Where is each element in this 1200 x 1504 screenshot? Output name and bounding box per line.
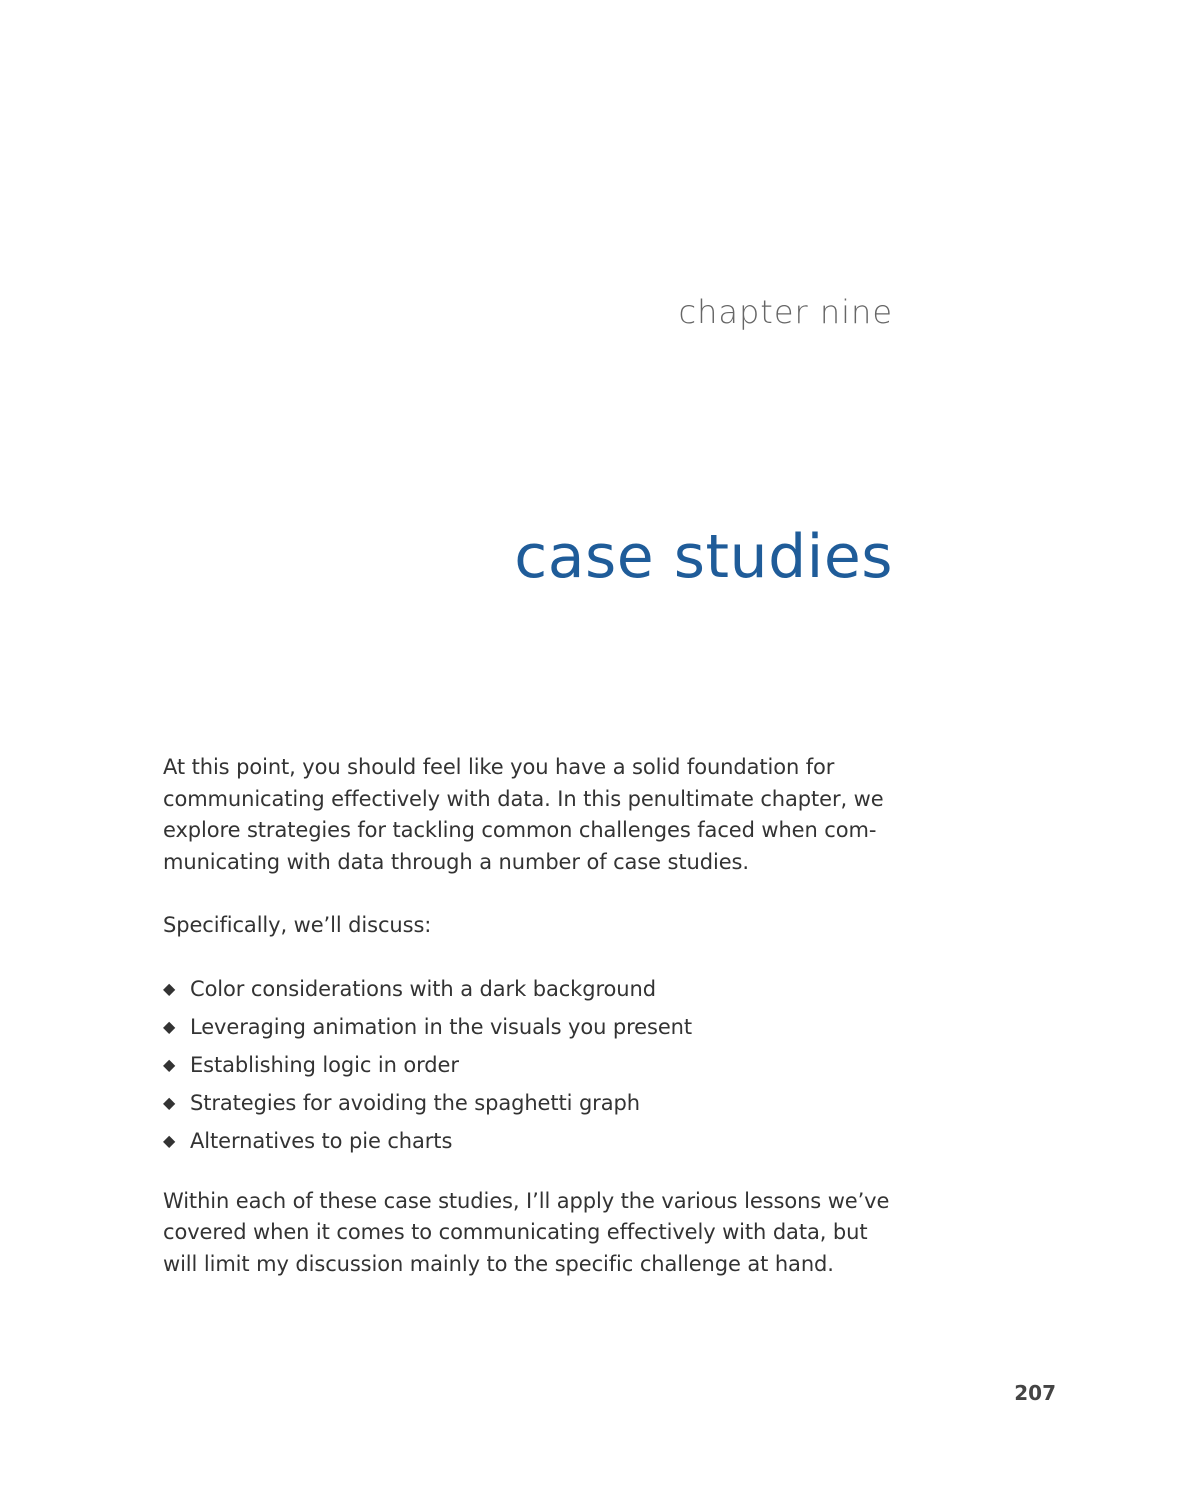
lead-in-text: Specifically, we’ll discuss: xyxy=(163,913,432,937)
list-item-label: Leveraging animation in the visuals you present xyxy=(190,1014,692,1039)
bullet-icon: ◆ xyxy=(163,1016,176,1036)
list-item xyxy=(163,1046,894,1084)
list-item xyxy=(163,970,894,1008)
intro-line: communicating effectively with data. In this penultimate chapter, we xyxy=(163,786,884,811)
chapter-title: case studies xyxy=(514,522,893,592)
list-item-label: Alternatives to pie charts xyxy=(190,1128,453,1153)
list-item-label: Establishing logic in order xyxy=(190,1052,459,1077)
bullet-icon: ◆ xyxy=(163,1054,176,1074)
intro-line: At this point, you should feel like you have a solid foundation for xyxy=(163,755,835,779)
list-item-label: Color considerations with a dark background xyxy=(190,976,656,1001)
body-text xyxy=(163,752,894,1280)
bullet-icon: ◆ xyxy=(163,978,176,998)
closing-paragraph xyxy=(163,1186,894,1281)
intro-line: explore strategies for tackling common challenges faced when com- xyxy=(163,818,877,842)
intro-paragraph xyxy=(163,752,894,878)
intro-line: municating with data through a number of case studies. xyxy=(163,849,749,874)
bullet-icon: ◆ xyxy=(163,1130,176,1150)
closing-line: covered when it comes to communicating effectively with data, but xyxy=(163,1220,868,1244)
bullet-icon: ◆ xyxy=(163,1092,176,1112)
list-item-label: Strategies for avoiding the spaghetti graph xyxy=(190,1090,640,1115)
list-item xyxy=(163,1084,894,1122)
chapter-label: chapter nine xyxy=(678,293,893,331)
page-number: 207 xyxy=(1014,1381,1056,1405)
list-item xyxy=(163,1008,894,1046)
closing-line: Within each of these case studies, I’ll apply the various lessons we’ve xyxy=(163,1188,890,1213)
list-item xyxy=(163,1122,894,1160)
closing-line: will limit my discussion mainly to the specific challenge at hand. xyxy=(163,1251,834,1276)
topic-list xyxy=(163,970,894,1160)
